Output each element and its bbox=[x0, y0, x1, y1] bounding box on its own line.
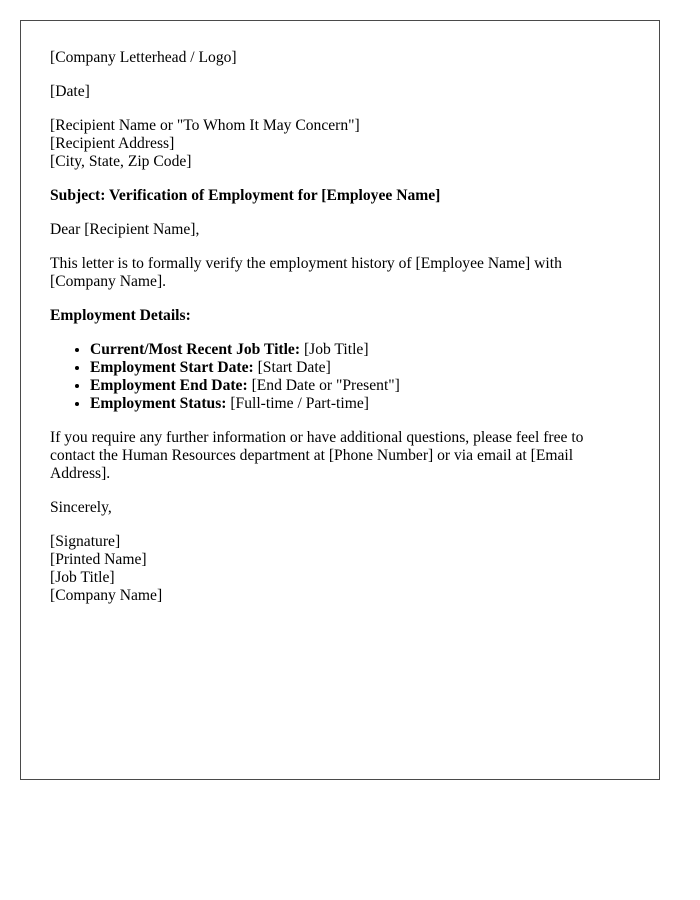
detail-start-date bbox=[90, 359, 610, 377]
salutation: Dear [Recipient Name], bbox=[50, 221, 200, 238]
recipient-name: [Recipient Name or "To Whom It May Concern"] bbox=[50, 117, 360, 134]
detail-label: Employment Start Date: bbox=[90, 359, 254, 376]
details-heading-text: Employment Details: bbox=[50, 307, 191, 324]
subject-text: Subject: Verification of Employment for [Employee Name] bbox=[50, 187, 441, 204]
subject-line bbox=[50, 187, 610, 205]
letter-body bbox=[50, 49, 610, 621]
employment-details-list bbox=[50, 341, 610, 413]
detail-value: [Start Date] bbox=[253, 359, 331, 376]
detail-value: [End Date or "Present"] bbox=[247, 377, 400, 394]
detail-label: Employment Status: bbox=[90, 395, 227, 412]
printed-name: [Printed Name] bbox=[50, 551, 147, 568]
detail-label: Employment End Date: bbox=[90, 377, 248, 394]
letter-date: [Date] bbox=[50, 83, 90, 100]
closing-paragraph: If you require any further information or have additional questions, please feel free to contact the Human Resources department at [Phone Number] or via email at [Email Address]. bbox=[50, 429, 584, 482]
detail-label: Current/Most Recent Job Title: bbox=[90, 341, 301, 358]
signer-job-title: [Job Title] bbox=[50, 569, 115, 586]
detail-status bbox=[90, 395, 610, 413]
detail-value: [Full-time / Part-time] bbox=[226, 395, 369, 412]
signer-company-name: [Company Name] bbox=[50, 587, 163, 604]
detail-end-date bbox=[90, 377, 610, 395]
recipient-address: [Recipient Address] bbox=[50, 135, 175, 152]
letterhead: [Company Letterhead / Logo] bbox=[50, 49, 237, 66]
closing: Sincerely, bbox=[50, 499, 112, 516]
signature: [Signature] bbox=[50, 533, 121, 550]
details-heading bbox=[50, 307, 610, 325]
recipient-city-state-zip: [City, State, Zip Code] bbox=[50, 153, 192, 170]
recipient-block bbox=[50, 117, 610, 171]
detail-value: [Job Title] bbox=[300, 341, 369, 358]
letter-page bbox=[20, 20, 660, 780]
intro-paragraph: This letter is to formally verify the employment history of [Employee Name] with [Company Name]. bbox=[50, 255, 562, 290]
signature-block bbox=[50, 533, 610, 605]
detail-job-title bbox=[90, 341, 610, 359]
